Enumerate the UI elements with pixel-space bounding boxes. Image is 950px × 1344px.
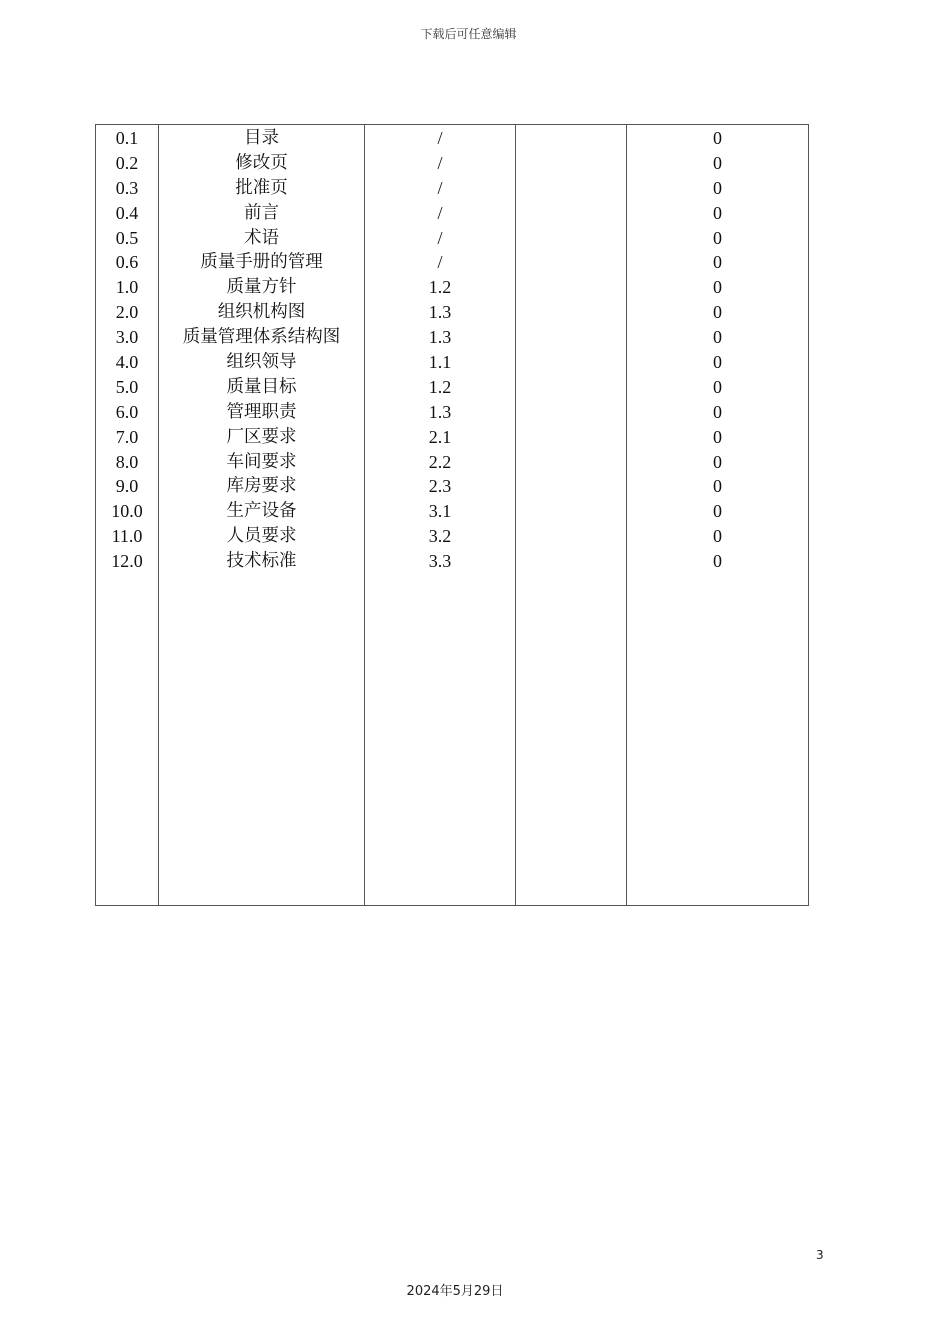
cell-section-number: 11.0 <box>111 526 143 547</box>
cell-clause: 1.3 <box>428 401 452 422</box>
column-title <box>158 125 364 905</box>
cell-section-number: 12.0 <box>111 551 143 572</box>
cell-title: 修改页 <box>235 152 288 173</box>
cell-clause: 1.3 <box>428 302 452 323</box>
cell-section-number: 1.0 <box>115 277 139 298</box>
cell-title: 质量管理体系结构图 <box>182 327 341 348</box>
cell-revision: 0 <box>713 202 722 223</box>
cell-section-number: 9.0 <box>115 476 139 497</box>
cell-section-number: 2.0 <box>115 302 139 323</box>
cell-clause: / <box>437 227 443 248</box>
cell-revision: 0 <box>713 277 722 298</box>
cell-title: 车间要求 <box>226 451 297 472</box>
cell-title: 管理职责 <box>226 401 297 422</box>
column-clause <box>364 125 515 905</box>
cell-title: 术语 <box>244 227 279 248</box>
cell-section-number: 4.0 <box>115 352 139 373</box>
cell-section-number: 0.2 <box>115 152 139 173</box>
cell-title: 库房要求 <box>226 476 297 497</box>
cell-revision: 0 <box>713 451 722 472</box>
column-revision <box>626 125 808 905</box>
cell-title: 质量目标 <box>226 376 297 397</box>
cell-clause: 2.3 <box>428 476 452 497</box>
cell-title: 前言 <box>244 202 279 223</box>
cell-clause: 3.1 <box>428 501 452 522</box>
cell-title: 目录 <box>244 128 279 148</box>
cell-title: 厂区要求 <box>226 426 297 447</box>
cell-clause: 1.3 <box>428 327 452 348</box>
cell-clause: 3.2 <box>428 526 452 547</box>
cell-revision: 0 <box>713 476 722 497</box>
cell-section-number: 7.0 <box>115 426 139 447</box>
page-footer-date: 2024年5月29日 <box>406 1284 504 1299</box>
cell-section-number: 0.5 <box>115 227 139 248</box>
cell-clause: / <box>437 202 443 223</box>
contents-table <box>95 124 809 906</box>
cell-revision: 0 <box>713 376 722 397</box>
cell-title: 生产设备 <box>226 501 297 522</box>
cell-clause: 3.3 <box>428 551 452 572</box>
cell-revision: 0 <box>713 227 722 248</box>
cell-section-number: 5.0 <box>115 376 139 397</box>
cell-revision: 0 <box>713 327 722 348</box>
cell-clause: / <box>437 152 443 173</box>
cell-clause: 2.1 <box>428 426 452 447</box>
cell-revision: 0 <box>713 152 722 173</box>
cell-revision: 0 <box>713 426 722 447</box>
cell-revision: 0 <box>713 401 722 422</box>
cell-revision: 0 <box>713 302 722 323</box>
cell-section-number: 10.0 <box>111 501 143 522</box>
cell-clause: / <box>437 177 443 198</box>
cell-title: 批准页 <box>235 177 288 198</box>
cell-title: 质量手册的管理 <box>200 252 323 273</box>
cell-clause: / <box>437 128 443 148</box>
column-empty <box>515 125 626 905</box>
cell-revision: 0 <box>713 177 722 198</box>
cell-revision: 0 <box>713 526 722 547</box>
cell-title: 人员要求 <box>226 526 297 547</box>
cell-title: 质量方针 <box>226 277 297 298</box>
cell-title: 组织机构图 <box>217 302 306 323</box>
cell-section-number: 0.3 <box>115 177 139 198</box>
cell-clause: 1.1 <box>428 352 452 373</box>
cell-section-number: 0.4 <box>115 202 139 223</box>
cell-clause: / <box>437 252 443 273</box>
cell-revision: 0 <box>713 551 722 572</box>
cell-revision: 0 <box>713 352 722 373</box>
cell-section-number: 8.0 <box>115 451 139 472</box>
cell-revision: 0 <box>713 501 722 522</box>
cell-title: 技术标准 <box>226 551 297 572</box>
cell-section-number: 3.0 <box>115 327 139 348</box>
cell-clause: 1.2 <box>428 376 452 397</box>
cell-section-number: 0.6 <box>115 252 139 273</box>
cell-revision: 0 <box>713 252 722 273</box>
page-header: 下载后可任意编辑 <box>420 27 517 41</box>
page-number: 3 <box>816 1248 824 1262</box>
cell-clause: 1.2 <box>428 277 452 298</box>
cell-title: 组织领导 <box>226 352 297 373</box>
cell-section-number: 6.0 <box>115 401 139 422</box>
column-section-number <box>96 125 158 905</box>
cell-revision: 0 <box>713 128 722 148</box>
cell-section-number: 0.1 <box>115 128 139 148</box>
cell-clause: 2.2 <box>428 451 452 472</box>
